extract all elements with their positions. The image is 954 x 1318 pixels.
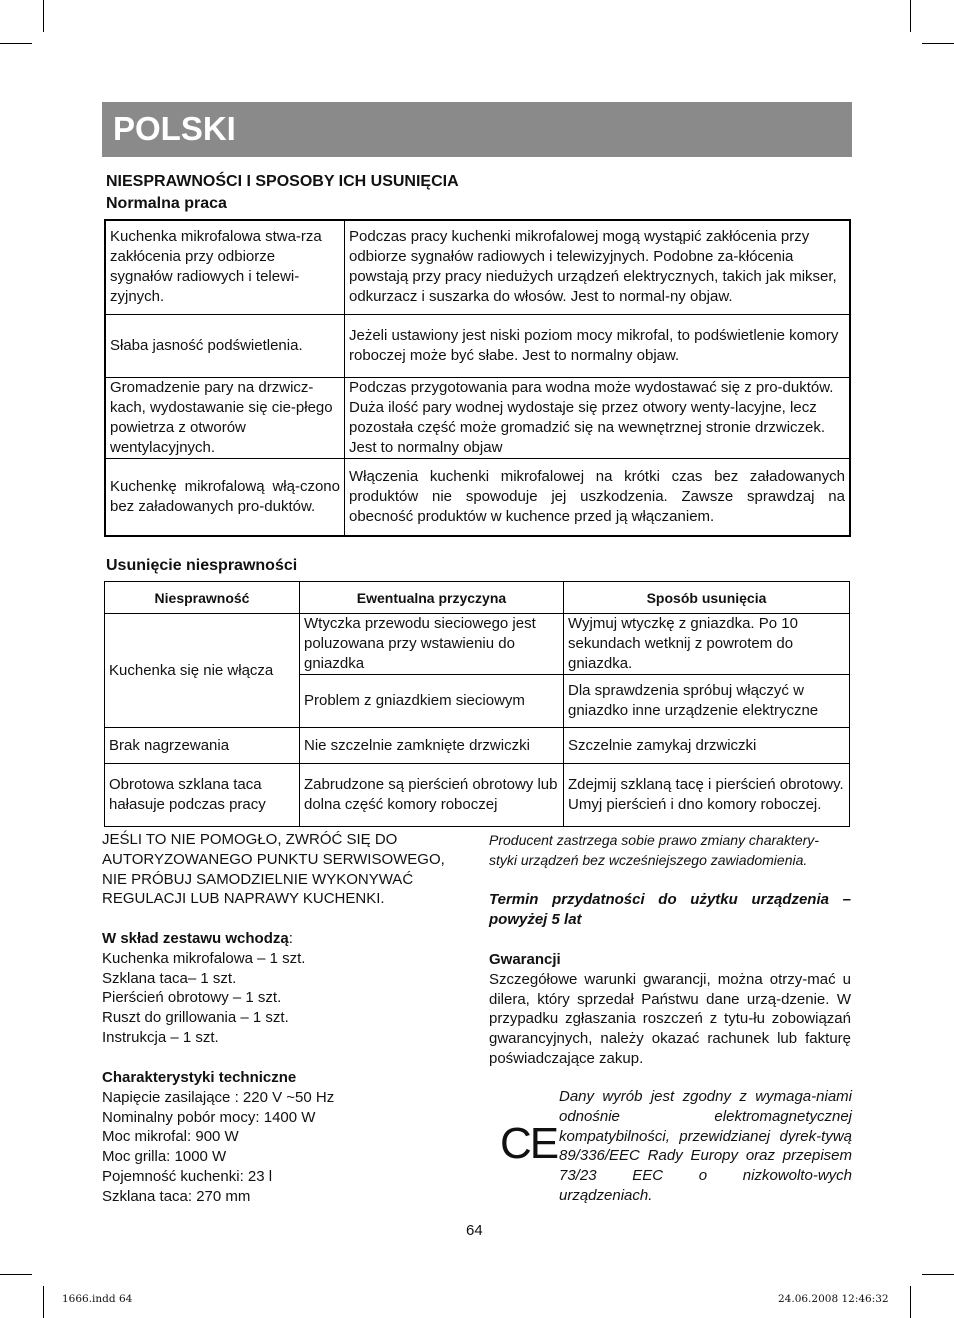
spec-item: Nominalny pobór mocy: 1400 W	[102, 1108, 316, 1126]
symptom-cell: Kuchenka mikrofalowa stwa-rza zakłócenia przy odbiorze sygnałów radiowych i telewi-zyjnych.	[105, 220, 345, 314]
column-header: Sposób usunięcia	[564, 582, 850, 614]
ce-compliance-text: Dany wyrób jest zgodny z wymaga-niami odnośnie elektromagnetycznej kompatybilności, przewidzianej dyrek-tywą 89/336/EEC Rady Europy oraz przepisem 73/23 EEC o nizkowolto-wych urządzeniach.	[559, 1088, 852, 1204]
warning-line: NIE PRÓBUJ SAMODZIELNIE WYKONYWAĆ	[102, 870, 414, 888]
language-title: POLSKI	[113, 110, 236, 147]
contents-title: W skład zestawu wchodzą	[102, 930, 289, 947]
symptom-cell: Gromadzenie pary na drzwicz-kach, wydostawanie się cie-płego powietrza z otworów wentylacyjnych.	[105, 377, 345, 458]
warning-line: AUTORYZOWANEGO PUNKTU SERWISOWEGO,	[102, 850, 445, 868]
troubleshooting-table	[104, 581, 850, 827]
fault-cell: Kuchenka się nie włącza	[105, 614, 300, 728]
crop-mark	[910, 0, 911, 32]
technical-specs	[102, 1068, 472, 1207]
troubleshooting-title: Usunięcie niesprawności	[106, 557, 298, 574]
lifetime-note: Termin przydatności do użytku urządzenia – powyżej 5 lat	[489, 891, 851, 928]
warranty-title: Gwarancji	[489, 951, 561, 968]
fix-cell: Zdejmij szklaną tacę i pierścień obrotowy. Umyj pierścień i dno komory roboczej.	[564, 764, 850, 827]
warranty-text: Szczegółowe warunki gwarancji, można otrzy-mać u dilera, który sprzedał Państwu dane urzą-dzenie. W przypadku zgłaszania roszczeń z tytu-łu zobowiązań gwarancyjnych, należy okazać rachunek lub fakturę poświadczające zakup.	[489, 970, 851, 1067]
column-header: Niesprawność	[105, 582, 300, 614]
crop-mark	[910, 1286, 911, 1318]
spec-item: Pojemność kuchenki: 23 l	[102, 1167, 273, 1185]
disclaimer-line: Producent zastrzega sobie prawo zmiany charaktery-	[489, 832, 819, 848]
crop-mark	[0, 1274, 32, 1275]
language-banner	[102, 102, 852, 157]
contents-item: Szklana taca– 1 szt.	[102, 969, 237, 987]
contents-item: Ruszt do grillowania – 1 szt.	[102, 1009, 289, 1027]
cause-cell: Zabrudzone są pierścień obrotowy lub dolna część komory roboczej	[300, 764, 564, 827]
warning-line: JEŚLI TO NIE POMOGŁO, ZWRÓĆ SIĘ DO	[102, 831, 398, 848]
symptom-cell: Słaba jasność podświetlenia.	[105, 314, 345, 377]
explanation-cell: Podczas przygotowania para wodna może wydostawać się z pro-duktów. Duża ilość pary wodnej wydostaje się przez otwory wenty-lacyjne, lecz pozostała część może gromadzić się na wewnętrznej stronie drzwiczek. Jest to normalny objaw	[345, 377, 851, 458]
footer-timestamp: 24.06.2008 12:46:32	[778, 1293, 889, 1305]
crop-mark	[43, 1286, 44, 1318]
fix-cell: Dla sprawdzenia spróbuj włączyć w gniazdko inne urządzenie elektryczne	[564, 675, 850, 728]
fault-cell: Brak nagrzewania	[105, 728, 300, 764]
contents-item: Pierścień obrotowy – 1 szt.	[102, 989, 282, 1007]
specs-title: Charakterystyki techniczne	[102, 1069, 297, 1086]
spec-item: Szklana taca: 270 mm	[102, 1187, 251, 1205]
section-subtitle: Normalna praca	[106, 195, 227, 212]
explanation-cell: Włączenia kuchenki mikrofalowej na krótki czas bez załadowanych produktów nie spowoduje jej uszkodzenia. Zawsze sprawdzaj na obecność produktów w kuchence przed ją włączaniem.	[345, 458, 851, 536]
normal-operation-table	[104, 219, 851, 537]
fix-cell: Wyjmuj wtyczkę z gniazdka. Po 10 sekundach wetknij z powrotem do gniazdka.	[564, 614, 850, 675]
disclaimer	[489, 831, 853, 871]
warranty-section	[489, 950, 851, 1069]
ce-mark-icon: CE	[500, 1119, 558, 1168]
spec-item: Moc grilla: 1000 W	[102, 1148, 227, 1166]
symptom-cell: Kuchenkę mikrofalową włą-czono bez załadowanych pro-duktów.	[105, 458, 345, 536]
crop-mark	[922, 1274, 954, 1275]
crop-mark	[43, 0, 44, 32]
cause-cell: Nie szczelnie zamknięte drzwiczki	[300, 728, 564, 764]
fault-cell: Obrotowa szklana taca hałasuje podczas pracy	[105, 764, 300, 827]
service-warning	[102, 830, 472, 909]
contents-colon: :	[288, 930, 293, 947]
contents-item: Instrukcja – 1 szt.	[102, 1028, 219, 1046]
crop-mark	[922, 43, 954, 44]
explanation-cell: Podczas pracy kuchenki mikrofalowej mogą wystąpić zakłócenia przy odbiorze sygnałów radiowych i telewizyjnych. Podobne za-kłócenia powstają przy pracy niedużych urządzeń elektrycznych, takich jak mikser, odkurzacz i suszarka do włosów. Jest to normal-ny objaw.	[345, 220, 851, 314]
page-number: 64	[466, 1222, 483, 1239]
column-header: Ewentualna przyczyna	[300, 582, 564, 614]
footer-file: 1666.indd 64	[62, 1293, 133, 1305]
spec-item: Napięcie zasilające : 220 V ~50 Hz	[102, 1088, 335, 1106]
spec-item: Moc mikrofal: 900 W	[102, 1128, 239, 1146]
warning-line: REGULACJI LUB NAPRAWY KUCHENKI.	[102, 890, 385, 908]
disclaimer-line: styki urządzeń bez wcześniejszego zawiadomienia.	[489, 851, 808, 868]
section-title: NIESPRAWNOŚCI I SPOSOBY ICH USUNIĘCIA	[106, 173, 459, 190]
cause-cell: Problem z gniazdkiem sieciowym	[300, 675, 564, 728]
fix-cell: Szczelnie zamykaj drzwiczki	[564, 728, 850, 764]
package-contents	[102, 929, 472, 1048]
cause-cell: Wtyczka przewodu sieciowego jest poluzowana przy wstawieniu do gniazdka	[300, 614, 564, 675]
contents-item: Kuchenka mikrofalowa – 1 szt.	[102, 949, 306, 967]
explanation-cell: Jeżeli ustawiony jest niski poziom mocy mikrofal, to podświetlenie komory roboczej może być słabe. Jest to normalny objaw.	[345, 314, 851, 377]
crop-mark	[0, 43, 32, 44]
